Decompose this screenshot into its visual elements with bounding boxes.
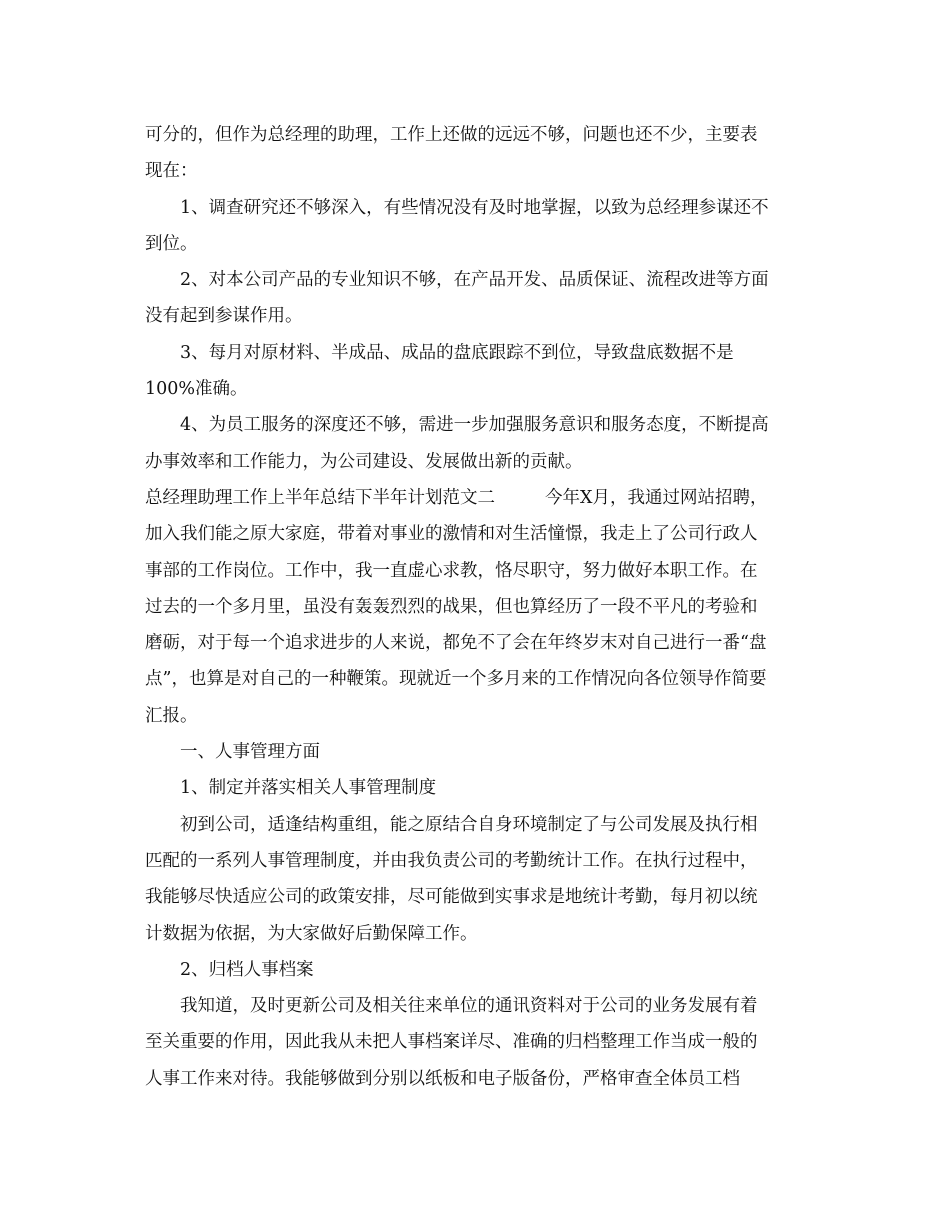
list-item-4: 4、为员工服务的深度还不够，需进一步加强服务意识和服务态度，不断提高 bbox=[180, 415, 769, 436]
text-line: 过去的一个多月里，虽没有轰轰烈烈的战果，但也算经历了一段不平凡的考验和 bbox=[145, 596, 758, 617]
section-title: 总经理助理工作上半年总结下半年计划范文二 bbox=[145, 487, 495, 508]
list-item-2: 2、对本公司产品的专业知识不够，在产品开发、品质保证、流程改进等方面 bbox=[180, 270, 769, 291]
heading-personnel-management: 一、人事管理方面 bbox=[180, 742, 320, 763]
text-line: 可分的，但作为总经理的助理，工作上还做的远远不够，问题也还不少，主要表 bbox=[145, 125, 758, 145]
text-line: 我知道，及时更新公司及相关往来单位的通讯资料对于公司的业务发展有着 bbox=[180, 996, 758, 1017]
text-line: 现在： bbox=[145, 161, 198, 182]
text-line: 计数据为依据，为大家做好后勤保障工作。 bbox=[145, 923, 478, 944]
section-title-line bbox=[145, 480, 810, 516]
text-line: 到位。 bbox=[145, 233, 198, 254]
list-item-3: 3、每月对原材料、半成品、成品的盘底跟踪不到位，导致盘底数据不是 bbox=[180, 342, 734, 363]
text-line: 人事工作来对待。我能够做到分别以纸板和电子版备份，严格审查全体员工档 bbox=[145, 1068, 740, 1089]
text-line: 至关重要的作用，因此我从未把人事档案详尽、准确的归档整理工作当成一般的 bbox=[145, 1032, 758, 1053]
text-line: 事部的工作岗位。工作中，我一直虚心求教，恪尽职守，努力做好本职工作。在 bbox=[145, 560, 758, 581]
document-body bbox=[145, 117, 810, 1097]
text-line: 磨砺，对于每一个追求进步的人来说，都免不了会在年终岁末对自己进行一番“盘 bbox=[145, 633, 767, 654]
list-item-1: 1、调查研究还不够深入，有些情况没有及时地掌握，以致为总经理参谋还不 bbox=[180, 197, 769, 218]
text-line: 我能够尽快适应公司的政策安排，尽可能做到实事求是地统计考勤，每月初以统 bbox=[145, 887, 758, 908]
text-line: 点”，也算是对自己的一种鞭策。现就近一个多月来的工作情况向各位领导作简要 bbox=[145, 669, 767, 690]
text-line: 100%准确。 bbox=[145, 379, 248, 400]
text-line: 办事效率和工作能力，为公司建设、发展做出新的贡献。 bbox=[145, 451, 583, 472]
text-line: 匹配的一系列人事管理制度，并由我负责公司的考勤统计工作。在执行过程中， bbox=[145, 850, 758, 871]
subheading-archives: 2、归档人事档案 bbox=[180, 959, 314, 980]
text-line: 汇报。 bbox=[145, 705, 198, 726]
text-line: 初到公司，适逢结构重组，能之原结合自身环境制定了与公司发展及执行相 bbox=[180, 814, 758, 835]
text-line: 没有起到参谋作用。 bbox=[145, 306, 303, 327]
paragraph-start: 今年X月，我通过网站招聘， bbox=[545, 487, 768, 508]
subheading-system: 1、制定并落实相关人事管理制度 bbox=[180, 778, 437, 799]
text-line: 加入我们能之原大家庭，带着对事业的激情和对生活憧憬，我走上了公司行政人 bbox=[145, 524, 758, 545]
